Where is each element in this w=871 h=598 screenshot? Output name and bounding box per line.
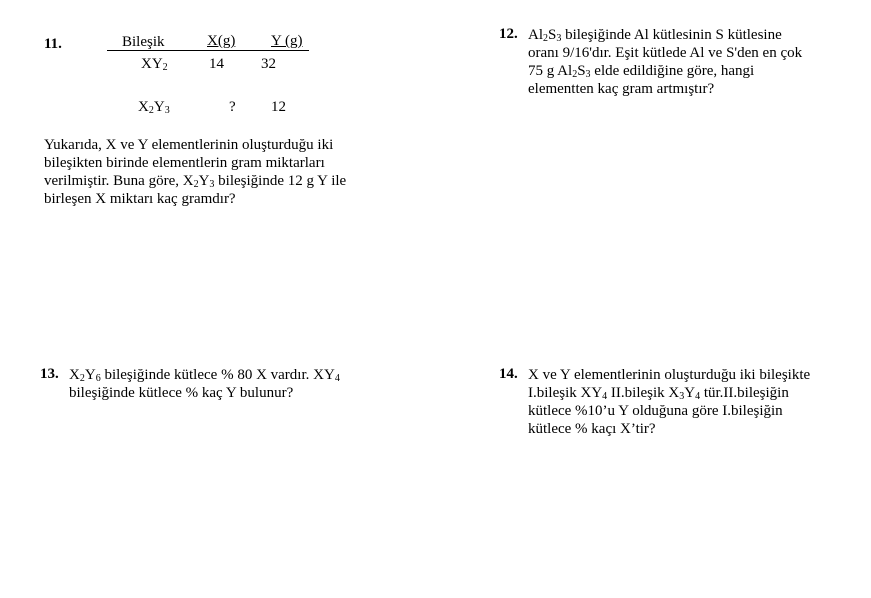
q13-line1: $X_2Y_6$ bileşiğinde kütlece % 80 X vardır. $XY_4$ (69, 367, 340, 384)
question-14-text (528, 366, 858, 438)
question-13-text (69, 366, 409, 402)
question-12-number: 12. (499, 26, 518, 42)
q13-line2: bileşiğinde kütlece % kaç Y bulunur? (69, 385, 294, 401)
table-row2-compound: $X_2Y_3$ (138, 99, 170, 116)
q12-line4: elementten kaç gram artmıştır? (528, 81, 715, 97)
q14-line3: kütlece %10’u Y olduğuna göre I.bileşiğin (528, 403, 783, 419)
q14-line2: I.bileşik $XY_4$ II.bileşik $X_3Y_4$ tür.II.bileşiğin (528, 385, 789, 402)
table-row1-compound: $XY_2$ (141, 56, 168, 73)
q11-line2: bileşikten birinde elementlerin gram miktarları (44, 155, 325, 171)
question-13-number: 13. (40, 366, 59, 382)
q12-line1: $Al_2S_3$ bileşiğinde Al kütlesinin S kütlesine (528, 27, 782, 44)
question-11-number: 11. (44, 36, 62, 52)
q12-line2: oranı 9/16'dır. Eşit kütlede Al ve S'den en çok (528, 45, 803, 61)
question-12-text (528, 26, 858, 98)
table-header-compound: Bileşik (122, 34, 165, 50)
table-row2-y: 12 (271, 99, 286, 115)
q11-line4: birleşen X miktarı kaç gramdır? (44, 191, 236, 207)
q12-line3: 75 g $Al_2S_3$ elde edildiğine göre, hangi (528, 63, 755, 80)
table-row1-x: 14 (209, 56, 224, 72)
table-header-y: Y (g) (271, 33, 303, 49)
q14-line4: kütlece % kaçı X’tir? (528, 421, 656, 437)
q11-line3: verilmiştir. Buna göre, $X_2Y_3$ bileşiğinde 12 g Y ile (44, 173, 347, 190)
q11-line1: Yukarıda, X ve Y elementlerinin oluşturduğu iki (44, 137, 334, 153)
question-11-text (44, 136, 424, 208)
table-row1-y: 32 (261, 56, 276, 72)
q14-line1: X ve Y elementlerinin oluşturduğu iki bileşikte (528, 367, 811, 383)
table-row2-x: ? (229, 99, 236, 115)
table-header-x: X(g) (207, 33, 236, 49)
question-14-number: 14. (499, 366, 518, 382)
